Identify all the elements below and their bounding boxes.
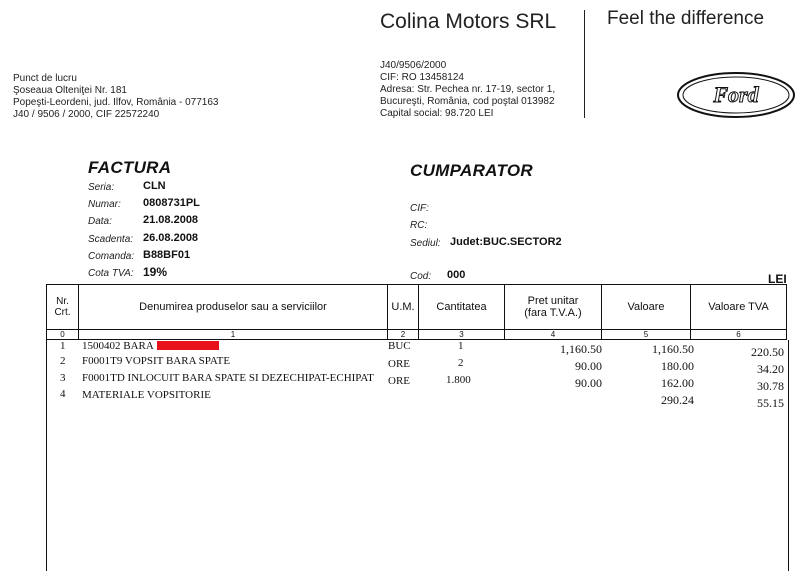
punct-lucru-block <box>13 73 219 121</box>
col-index: 0 <box>47 330 79 340</box>
company-info-block <box>380 60 555 120</box>
factura-label: Seria: <box>88 182 115 193</box>
row-quantity: 1 <box>458 340 464 352</box>
cumparator-label: CIF: <box>410 203 429 214</box>
col-index: 4 <box>505 330 602 340</box>
row-unit-price: 90.00 <box>575 376 602 390</box>
redaction-mark <box>157 341 219 350</box>
row-unit-price: 90.00 <box>575 359 602 373</box>
factura-value: 19% <box>143 265 168 279</box>
company-info-line: Bucureşti, România, cod poştal 013982 <box>380 96 555 107</box>
company-info-line: Adresa: Str. Pechea nr. 17-19, sector 1, <box>380 84 556 95</box>
punct-lucru-line: Şoseaua Olteniţei Nr. 181 <box>13 85 127 96</box>
factura-label: Data: <box>88 216 112 227</box>
cumparator-label: Cod: <box>410 271 432 282</box>
col-header-description: Denumirea produselor sau a serviciilor <box>79 285 388 330</box>
punct-lucru-line: Popeşti-Leordeni, jud. Ilfov, România - 077163 <box>13 97 219 108</box>
col-index: 1 <box>79 330 388 340</box>
factura-value: 26.08.2008 <box>143 232 199 244</box>
factura-title: FACTURA <box>88 158 172 177</box>
factura-label: Numar: <box>88 199 121 210</box>
tagline: Feel the difference <box>607 8 765 29</box>
punct-lucru-line: Punct de lucru <box>13 73 77 84</box>
row-description: MATERIALE VOPSITORIE <box>82 389 211 401</box>
currency-label: LEI <box>768 272 787 286</box>
row-unit-price: 1,160.50 <box>560 342 602 356</box>
row-value: 162.00 <box>661 376 694 390</box>
company-info-line: J40/9506/2000 <box>380 60 447 71</box>
row-value: 290.24 <box>661 393 694 407</box>
row-nr: 3 <box>60 372 66 384</box>
col-index: 5 <box>602 330 691 340</box>
invoice-table-header <box>46 284 787 340</box>
factura-label: Cota TVA: <box>88 268 134 279</box>
col-header-quantity: Cantitatea <box>419 285 505 330</box>
col-header-unit-price: Pret unitar (fara T.V.A.) <box>505 285 602 330</box>
cumparator-value: 000 <box>447 269 466 281</box>
factura-value: CLN <box>143 180 166 192</box>
ford-logo <box>676 71 796 119</box>
factura-value: 0808731PL <box>143 197 200 209</box>
row-nr: 4 <box>60 388 66 400</box>
row-um: ORE <box>388 358 410 370</box>
row-value: 1,160.50 <box>652 342 694 356</box>
col-header-value: Valoare <box>602 285 691 330</box>
col-index: 3 <box>419 330 505 340</box>
col-header-vat: Valoare TVA <box>691 285 787 330</box>
col-header-nr: Nr. Crt. <box>47 285 79 330</box>
row-quantity: 1.800 <box>446 374 471 386</box>
col-index: 2 <box>388 330 419 340</box>
company-info-line: Capital social: 98.720 LEI <box>380 108 494 119</box>
cumparator-title: CUMPARATOR <box>410 161 533 180</box>
row-vat: 55.15 <box>757 396 784 410</box>
row-um: ORE <box>388 375 410 387</box>
header-divider <box>584 10 585 118</box>
row-vat: 30.78 <box>757 379 784 393</box>
cumparator-value: Judet:BUC.SECTOR2 <box>450 236 562 248</box>
col-header-um: U.M. <box>388 285 419 330</box>
factura-label: Scadenta: <box>88 234 134 245</box>
factura-label: Comanda: <box>88 251 135 262</box>
row-description: F0001TD INLOCUIT BARA SPATE SI DEZECHIPAT-ECHIPAT <box>82 372 374 384</box>
factura-value: B88BF01 <box>143 249 191 261</box>
punct-lucru-line: J40 / 9506 / 2000, CIF 22572240 <box>13 109 160 120</box>
cumparator-label: RC: <box>410 220 428 231</box>
cumparator-label: Sediul: <box>410 238 441 249</box>
company-info-line: CIF: RO 13458124 <box>380 72 464 83</box>
col-index: 6 <box>691 330 787 340</box>
row-um: BUC <box>388 340 411 352</box>
row-vat: 34.20 <box>757 362 784 376</box>
row-quantity: 2 <box>458 357 464 369</box>
row-nr: 1 <box>60 340 66 352</box>
factura-value: 21.08.2008 <box>143 214 199 226</box>
row-description: 1500402 BARA <box>82 340 154 352</box>
row-value: 180.00 <box>661 359 694 373</box>
row-description: F0001T9 VOPSIT BARA SPATE <box>82 355 231 367</box>
row-nr: 2 <box>60 355 66 367</box>
ford-logo-text: Ford <box>713 82 759 107</box>
row-vat: 220.50 <box>751 345 784 359</box>
company-name: Colina Motors SRL <box>380 10 557 33</box>
